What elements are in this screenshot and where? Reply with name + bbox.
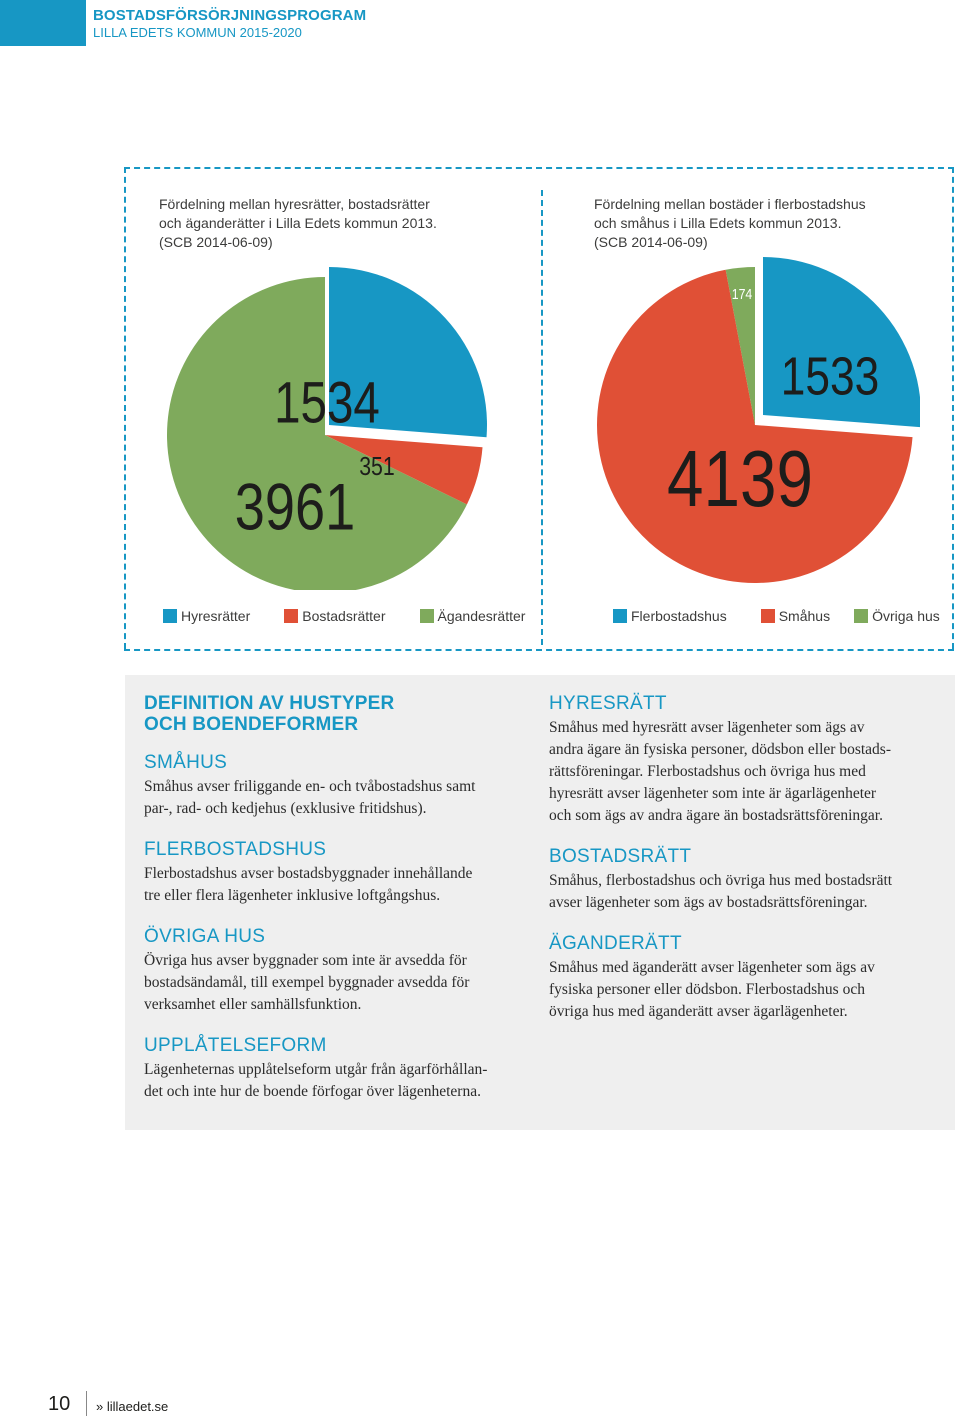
- definitions-left-column: [144, 693, 534, 1103]
- legend-item: [163, 608, 250, 624]
- legend-label: Bostadsrätter: [302, 608, 386, 624]
- definition-text-line: Småhus med hyresrätt avser lägenheter som ägs av: [549, 719, 865, 736]
- chart2-legend: [613, 608, 940, 624]
- definition-aganderatt: [549, 933, 949, 1023]
- definition-title: SMÅHUS: [144, 752, 228, 773]
- definition-flerbostadshus: [144, 839, 534, 907]
- definition-smahus: [144, 752, 534, 820]
- definition-title: BOSTADSRÄTT: [549, 846, 692, 867]
- definition-text-line: rättsföreningar. Flerbostadshus och övriga hus med: [549, 763, 866, 780]
- chart1-caption-line: och äganderätter i Lilla Edets kommun 2013.: [159, 215, 437, 231]
- legend-swatch-blue: [613, 609, 627, 623]
- definition-text-line: fysiska personer eller dödsbon. Flerbostadshus och: [549, 981, 865, 998]
- definition-upplatelseform: [144, 1035, 534, 1103]
- chart-frame-middle-divider: [541, 190, 543, 645]
- definition-text-line: Småhus, flerbostadshus och övriga hus med bostadsrätt: [549, 872, 893, 889]
- definition-text-line: andra ägare än fysiska personer, dödsbon eller bostads-: [549, 741, 891, 758]
- legend-swatch-red: [284, 609, 298, 623]
- definition-text-line: Övriga hus avser byggnader som inte är avsedda för: [144, 952, 467, 969]
- definition-text-line: avser lägenheter som ägs av bostadsrättsföreningar.: [549, 894, 868, 911]
- legend-item: [613, 608, 727, 624]
- pie-value-label: 1533: [780, 346, 880, 407]
- definition-title: UPPLÅTELSEFORM: [144, 1035, 327, 1056]
- chart1-caption-line: (SCB 2014-06-09): [159, 234, 273, 250]
- legend-item: [854, 608, 940, 624]
- chart2-caption-line: (SCB 2014-06-09): [594, 234, 708, 250]
- chart1-caption-line: Fördelning mellan hyresrätter, bostadsrätter: [159, 196, 430, 212]
- definition-text-line: det och inte hur de boende förfogar över lägenheterna.: [144, 1083, 481, 1100]
- legend-label: Småhus: [778, 608, 831, 624]
- definition-text-line: verksamhet eller samhällsfunktion.: [144, 996, 362, 1013]
- definitions-heading: [144, 693, 534, 735]
- page-number: 10: [48, 1393, 71, 1415]
- pie-value-label: 174: [731, 285, 753, 303]
- definitions-heading-line: DEFINITION AV HUSTYPER: [144, 693, 395, 714]
- definition-title: FLERBOSTADSHUS: [144, 839, 327, 860]
- pie-value-label: 4139: [667, 433, 813, 524]
- pie-chart-housing-type: [590, 255, 920, 590]
- legend-label: Övriga hus: [872, 608, 940, 624]
- definition-text-line: Lägenheternas upplåtelseform utgår från ägarförhållan-: [144, 1061, 488, 1078]
- definition-text-line: par-, rad- och kedjehus (exklusive fritidshus).: [144, 800, 427, 817]
- pie-value-label: 3961: [234, 469, 356, 544]
- chart2-caption-line: och småhus i Lilla Edets kommun 2013.: [594, 215, 842, 231]
- chart2-caption-line: Fördelning mellan bostäder i flerbostadshus: [594, 196, 866, 212]
- definition-text-line: Småhus avser friliggande en- och tvåbostadshus samt: [144, 778, 476, 795]
- pie-value-label: 1534: [274, 370, 380, 436]
- document-title: BOSTADSFÖRSÖRJNINGSPROGRAM: [93, 7, 367, 24]
- legend-label: Hyresrätter: [181, 608, 251, 624]
- header-accent-bar: [0, 0, 86, 46]
- definition-bostadsratt: [549, 846, 949, 914]
- definition-text-line: och som ägs av andra ägare än bostadsrättsföreningar.: [549, 807, 883, 824]
- footer-divider: [86, 1391, 87, 1416]
- legend-item: [284, 608, 385, 624]
- legend-swatch-blue: [163, 609, 177, 623]
- legend-item: [420, 608, 526, 624]
- definition-text-line: Flerbostadshus avser bostadsbyggnader innehållande: [144, 865, 473, 882]
- document-subtitle: LILLA EDETS KOMMUN 2015-2020: [93, 25, 302, 40]
- definition-title: ÖVRIGA HUS: [144, 926, 266, 947]
- legend-label: Ägandesrätter: [437, 608, 526, 624]
- chart2-caption: [594, 195, 866, 252]
- definition-ovriga-hus: [144, 926, 534, 1016]
- definition-text-line: tre eller flera lägenheter inklusive loftgångshus.: [144, 887, 441, 904]
- legend-swatch-red: [761, 609, 775, 623]
- pie-value-label: 351: [359, 451, 395, 482]
- chart1-legend: [163, 608, 525, 624]
- definition-text-line: Småhus med äganderätt avser lägenheter som ägs av: [549, 959, 875, 976]
- legend-swatch-green: [420, 609, 434, 623]
- definition-title: HYRESRÄTT: [549, 693, 667, 714]
- pie-chart-housing-tenure: [160, 230, 490, 590]
- chart-frame-bottom-divider: [124, 649, 954, 651]
- definitions-right-column: [549, 693, 949, 1023]
- definition-title: ÄGANDERÄTT: [549, 933, 682, 954]
- legend-label: Flerbostadshus: [631, 608, 727, 624]
- legend-item: [761, 608, 830, 624]
- definitions-heading-line: OCH BOENDEFORMER: [144, 714, 359, 735]
- legend-swatch-green: [854, 609, 868, 623]
- definition-text-line: övriga hus med äganderätt avser ägarlägenheter.: [549, 1003, 848, 1020]
- definition-text-line: bostadsändamål, till exempel byggnader avsedda för: [144, 974, 470, 991]
- definition-hyresratt: [549, 693, 949, 827]
- definition-text-line: hyresrätt avser lägenheter som inte är ägarlägenheter: [549, 785, 877, 802]
- footer-link[interactable]: » lillaedet.se: [96, 1399, 169, 1414]
